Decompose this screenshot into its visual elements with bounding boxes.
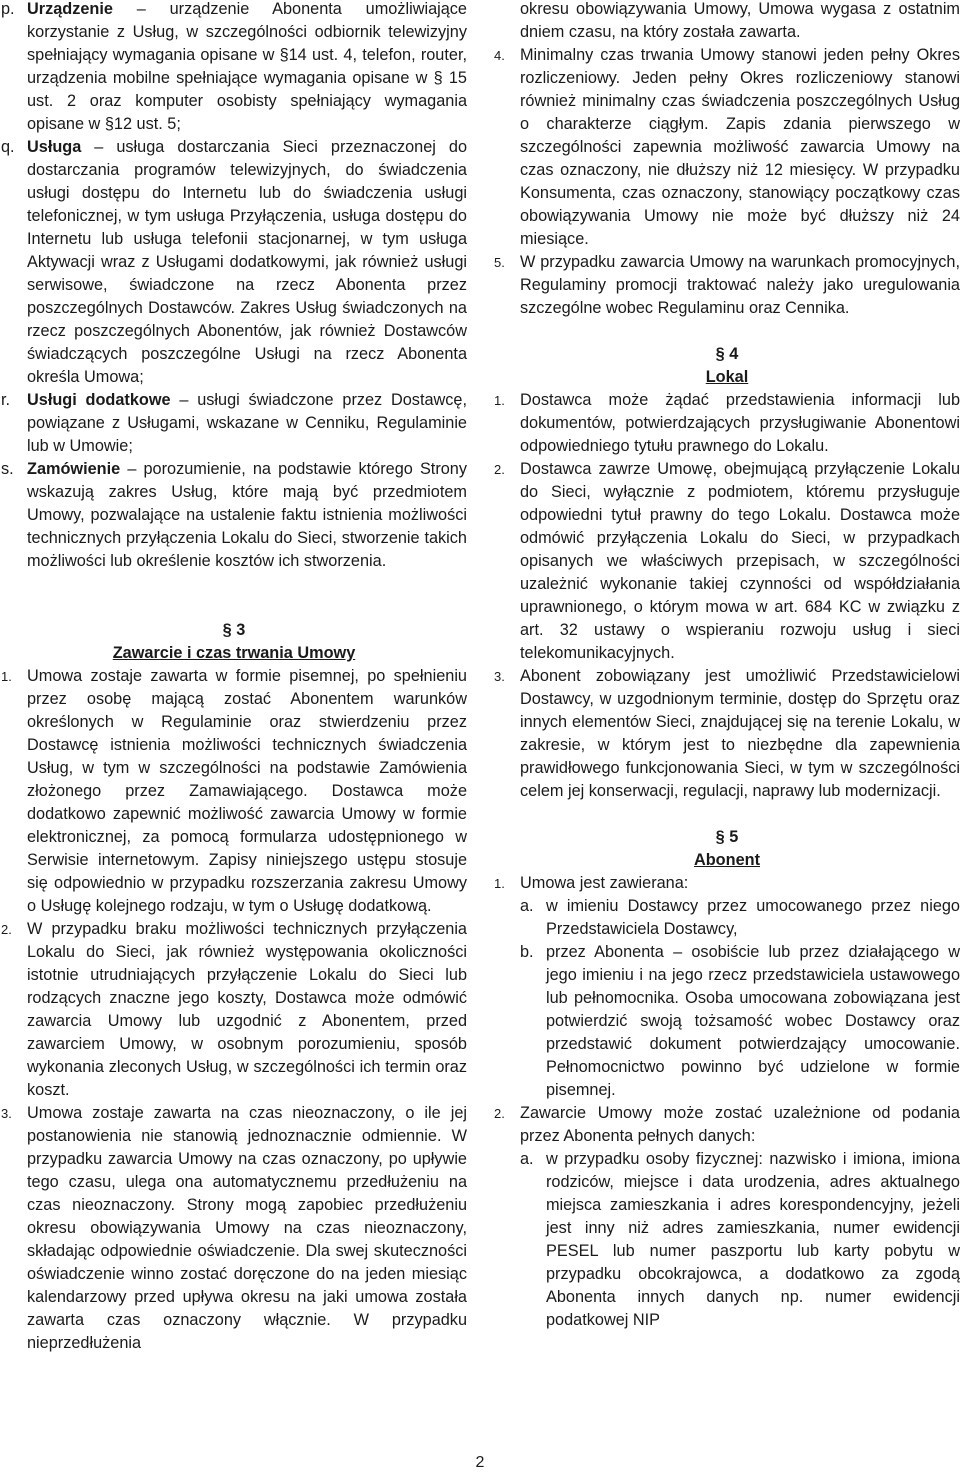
paragraph-text: Dostawca zawrze Umowę, obejmującą przyłączenie Lokalu do Sieci, wyłącznie z podmiotem, któremu przysługuje odpowiedni tytuł prawny do tego Lokalu. Dostawca może odmówić przyłączenia Lokalu do Sieci, w przypadkach opisanych we właściwych przepisach, w szczególności uzależnić wykonanie takiej czynności od współdziałania uprawnionego, o którym mowa w art. 684 KC w związku z art. 32 ustawy o wspieraniu rozwoju usług i sieci telekomunikacyjnych. — [520, 460, 960, 662]
section-title: Abonent — [693, 851, 760, 869]
definition-r — [1, 389, 467, 458]
subitem-5-2-a — [520, 1148, 960, 1332]
paragraph-text: Umowa jest zawierana: — [520, 874, 689, 892]
paragraph-3-1 — [1, 665, 467, 918]
paragraph-5-2 — [494, 1102, 960, 1148]
list-marker: 2. — [494, 462, 505, 477]
section-number: § 5 — [715, 828, 739, 846]
list-marker: q. — [1, 138, 15, 156]
paragraph-4-3 — [494, 665, 960, 803]
list-marker: 3. — [1, 1106, 12, 1121]
list-marker: 3. — [494, 669, 505, 684]
definition-text: – urządzenie Abonenta umożliwiające korzystanie z Usług, w szczególności odbiornik telewizyjny spełniający wymagania opisane w §14 ust. 4, telefon, router, urządzenia mobilne spełniające wymagania opisane w § 15 ust. 2 oraz komputer osobisty spełniający wymagania opisane w §12 ust. 5; — [27, 0, 467, 133]
defined-term: Usługi dodatkowe — [27, 391, 171, 409]
right-column — [494, 0, 960, 1332]
list-marker: 2. — [1, 922, 12, 937]
paragraph-text: Umowa zostaje zawarta w formie pisemnej, po spełnieniu przez osobę mającą zostać Abonentem warunków określonych w Regulaminie oraz stwierdzeniu przez Dostawcę istnienia możliwości technicznych świadczenia Usług, w tym w szczególności na podstawie Zamówienia złożonego przez Zamawiającego. Dostawca może dodatkowo zapewnić możliwość zawarcia Umowy w formie elektronicznej, za pomocą formularza udostępnionego w Serwisie internetowym. Zapisy niniejszego ustępu stosuje się odpowiednio w przypadku rozszerzania zakresu Umowy o Usługę kolejnego rodzaju, w tym o Usługę dodatkową. — [27, 667, 467, 915]
paragraph-text: Dostawca może żądać przedstawienia informacji lub dokumentów, potwierdzających przysługiwanie Abonentowi odpowiedniego tytułu prawnego do Lokalu. — [520, 391, 960, 455]
section-number: § 4 — [715, 345, 739, 363]
section-3-heading — [1, 619, 467, 665]
subitem-5-1-b — [520, 941, 960, 1102]
list-marker: 1. — [1, 669, 12, 684]
list-marker: r. — [1, 391, 11, 409]
paragraph-text: Abonent zobowiązany jest umożliwić Przedstawicielowi Dostawcy, w uzgodnionym terminie, dostęp do Sprzętu oraz innych elementów Sieci, znajdującej się na terenie Lokalu, w zakresie, w którym jest to niezbędne dla zapewnienia prawidłowego funkcjonowania Sieci, w tym w szczególności celem jej konserwacji, regulacji, naprawy lub modernizacji. — [520, 667, 960, 800]
list-marker: a. — [520, 1150, 534, 1168]
paragraph-4-2 — [494, 458, 960, 665]
paragraph-3-2 — [1, 918, 467, 1102]
paragraph-text: Zawarcie Umowy może zostać uzależnione od podania przez Abonenta pełnych danych: — [520, 1104, 960, 1145]
list-marker: p. — [1, 0, 15, 18]
defined-term: Zamówienie — [27, 460, 121, 478]
paragraph-continuation: okresu obowiązywania Umowy, Umowa wygasa z ostatnim dniem czasu, na który została zawarta. — [520, 0, 960, 41]
paragraph-3-4 — [494, 44, 960, 251]
paragraph-text: przez Abonenta – osobiście lub przez działającego w jego imieniu i na jego rzecz przedstawiciela ustawowego lub pełnomocnika. Osoba umocowana zobowiązana jest potwierdzić swoją tożsamość wobec Dostawcy oraz przedstawić dokument potwierdzający umocowanie. Pełnomocnictwo powinno być udzielone w formie pisemnej. — [546, 943, 960, 1099]
section-5-heading — [494, 826, 960, 872]
list-marker: s. — [1, 460, 14, 478]
paragraph-5-1 — [494, 872, 960, 895]
definition-p — [1, 0, 467, 136]
list-marker: b. — [520, 943, 534, 961]
definition-text: – usługi świadczone przez Dostawcę, powiązane z Usługami, wskazane w Cenniku, Regulaminie lub w Umowie; — [27, 391, 467, 455]
paragraph-3-3 — [1, 1102, 467, 1355]
section-title: Zawarcie i czas trwania Umowy — [112, 644, 356, 662]
list-marker: 1. — [494, 876, 505, 891]
subitem-5-1-a — [520, 895, 960, 941]
paragraph-text: w imieniu Dostawcy przez umocowanego przez niego Przedstawiciela Dostawcy, — [546, 897, 960, 938]
left-column — [1, 0, 467, 1355]
paragraph-text: W przypadku zawarcia Umowy na warunkach promocyjnych, Regulaminy promocji traktować należy jako uregulowania szczególne wobec Regulaminu oraz Cennika. — [520, 253, 960, 317]
list-marker: 4. — [494, 48, 505, 63]
paragraph-3-5 — [494, 251, 960, 320]
section-number: § 3 — [222, 621, 246, 639]
definition-q — [1, 136, 467, 389]
paragraph-4-1 — [494, 389, 960, 458]
definition-text: – porozumienie, na podstawie którego Strony wskazują zakres Usług, które mają być przedmiotem Umowy, pozwalające na ustalenie faktu istnienia możliwości technicznych przyłączenia Lokalu do Sieci, stworzenie takich możliwości lub określenie kosztów ich stworzenia. — [27, 460, 467, 570]
paragraph-text: Minimalny czas trwania Umowy stanowi jeden pełny Okres rozliczeniowy. Jeden pełny Okres rozliczeniowy stanowi również minimalny czas świadczenia poszczególnych Usług o charakterze ciągłym. Zapis zdania pierwszego w szczególności zapewnia możliwość zawarcia Umowy na czas oznaczony, nie dłuższy niż 12 miesięcy. W przypadku Konsumenta, czas oznaczony, stanowiący początkowy czas obowiązywania Umowy nie może być dłuższy niż 24 miesiące. — [520, 46, 960, 248]
paragraph-text: Umowa zostaje zawarta na czas nieoznaczony, o ile jej postanowienia nie stanowią jednoznacznie odmiennie. W przypadku zawarcia Umowy na czas oznaczony, po upływie tego czasu, ulega ona automatycznemu przedłużeniu na czas nieoznaczony. Strony mogą zapobiec przedłużeniu okresu obowiązywania Umowy na czas nieoznaczony, składając odpowiednie oświadczenie. Dla swej skuteczności oświadczenie winno zostać doręczone do na jeden miesiąc kalendarzowy przed upływa okresu na jaki umowa została zawarta czas oznaczony włącznie. W przypadku nieprzedłużenia — [27, 1104, 467, 1352]
list-marker: 5. — [494, 255, 505, 270]
definition-s — [1, 458, 467, 573]
list-marker: 2. — [494, 1106, 505, 1121]
section-title: Lokal — [705, 368, 749, 386]
paragraph-text: w przypadku osoby fizycznej: nazwisko i imiona, imiona rodziców, miejsce i data urodzenia, adres aktualnego miejsca zamieszkania i adres korespondencyjny, jeżeli jest inny niż adres zamieszkania, numer ewidencji PESEL lub numer paszportu lub karty pobytu w przypadku obcokrajowca, a dodatkowo za zgodą Abonenta innych danych np. numer ewidencji podatkowej NIP — [546, 1150, 960, 1329]
paragraph-text: W przypadku braku możliwości technicznych przyłączenia Lokalu do Sieci, jak również występowania okoliczności istotnie utrudniających przyłączenie Lokalu do Sieci lub rodzących znaczne jego koszty, Dostawca może odmówić zawarcia Umowy lub uzgodnić z Abonentem, przed zawarciem Umowy, w osobnym porozumieniu, sposób wykonania zleconych Usług, w szczególności ich termin oraz koszt. — [27, 920, 467, 1099]
section-4-heading — [494, 343, 960, 389]
list-marker: a. — [520, 897, 534, 915]
page-number: 2 — [475, 1454, 485, 1471]
defined-term: Usługa — [27, 138, 82, 156]
list-marker: 1. — [494, 393, 505, 408]
definition-text: – usługa dostarczania Sieci przeznaczonej do dostarczania programów telewizyjnych, do świadczenia usługi dostępu do Internetu lub do świadczenia usługi telefonicznej, w tym usługa Przyłączenia, usługa dostępu do Internetu lub usługa telefonii stacjonarnej, w tym usługa Aktywacji wraz z Usługami dodatkowymi, jak również usługi serwisowe, świadczone na rzecz Abonenta przez poszczególnych Dostawców. Zakres Usług świadczonych na rzecz poszczególnych Abonentów, jak również Dostawców świadczących poszczególne Usługi na rzecz Abonenta określa Umowa; — [27, 138, 467, 386]
defined-term: Urządzenie — [27, 0, 113, 18]
